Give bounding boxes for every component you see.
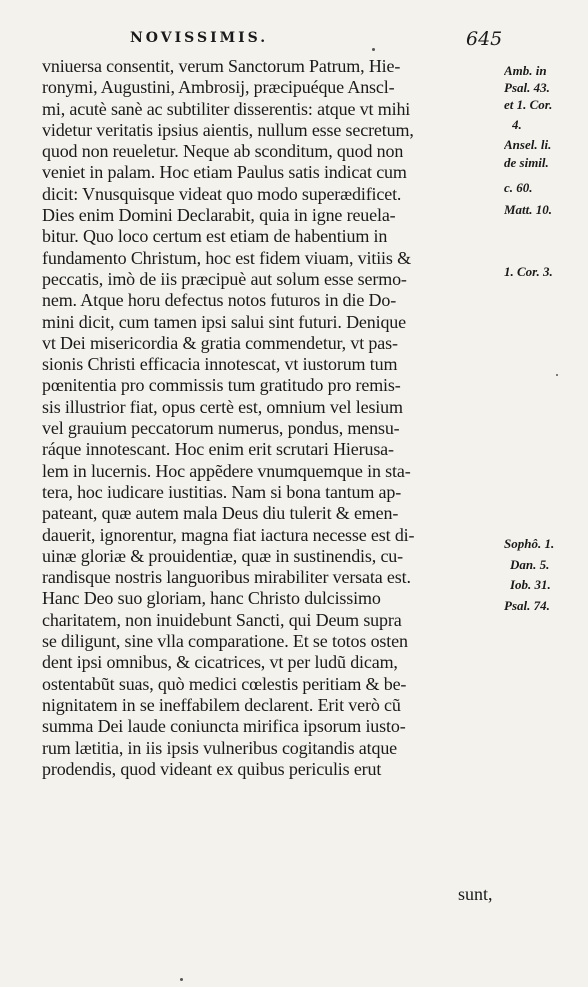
text-line: ráque innotescant. Hoc enim erit scrutari Hierusa- — [42, 439, 394, 460]
margin-note: Psal. 74. — [504, 599, 550, 613]
margin-note: et 1. Cor. — [504, 98, 553, 112]
text-line: charitatem, non inuidebunt Sancti, qui Deum supra — [42, 609, 402, 630]
text-line: sis illustrior fiat, opus certè est, omnium vel lesium — [42, 396, 403, 417]
margin-note: 1. Cor. 3. — [504, 265, 553, 279]
text-line: ronymi, Augustini, Ambrosij, præcipuéque Anscl- — [42, 77, 395, 98]
text-line: fundamento Christum, hoc est fidem viuam, vitiis & — [42, 247, 411, 268]
text-line: lem in lucernis. Hoc appẽdere vnumquemque in sta- — [42, 460, 411, 481]
text-line: vniuersa consentit, verum Sanctorum Patrum, Hie- — [42, 56, 401, 76]
text-line: vel grauium peccatorum numerus, pondus, mensu- — [42, 418, 400, 439]
margin-note: Matt. 10. — [504, 203, 553, 217]
text-line: nem. Atque horu defectus notos futuros in die Do- — [42, 290, 397, 311]
page-number: 645 — [466, 28, 503, 50]
text-line: mini dicit, cum tamen ipsi salui sint futuri. Denique — [42, 311, 406, 332]
text-line: mi, acutè sanè ac subtiliter disserentis: atque vt mihi — [42, 98, 411, 119]
running-head: NOVISSIMIS. — [130, 30, 269, 46]
body-text — [42, 56, 500, 780]
text-line: peccatis, imò de iis præcipuè aut solum esse sermo- — [42, 268, 407, 289]
text-line: prodendis, quod videant ex quibus periculis erut — [42, 758, 382, 779]
text-line: summa Dei laude coniuncta mirifica ipsorum iusto- — [42, 716, 406, 737]
text-line: Hanc Deo suo gloriam, hanc Christo dulcissimo — [42, 588, 381, 609]
text-line: Dies enim Domini Declarabit, quia in igne reuela- — [42, 205, 396, 226]
margin-note: de simil. — [504, 156, 549, 170]
text-line: nignitatem in se ineffabilem declarent. Erit verò cũ — [42, 694, 401, 715]
text-line: se diligunt, sine vlla comparatione. Et se totos osten — [42, 631, 408, 652]
text-line: dauerit, ignorentur, magna fiat iactura necesse est di- — [42, 524, 415, 545]
text-line: veniet in palam. Hoc etiam Paulus satis indicat cum — [42, 162, 407, 183]
margin-note: Psal. 43. — [504, 81, 550, 95]
margin-note: Iob. 31. — [510, 578, 551, 592]
text-line: pœnitentia pro commissis tum gratitudo pro remis- — [42, 375, 401, 396]
text-line: quod non reueletur. Neque ab sconditum, quod non — [42, 141, 404, 162]
margin-note: Sophô. 1. — [504, 537, 555, 551]
text-line: pateant, quæ autem mala Deus diu tulerit & emen- — [42, 503, 399, 524]
text-line: dicit: Vnusquisque videat quo modo superædificet. — [42, 183, 402, 204]
margin-note: c. 60. — [504, 181, 533, 195]
text-line: uinæ gloriæ & prouidentiæ, quæ in sustinendis, cu- — [42, 545, 403, 566]
ink-speck — [180, 978, 183, 981]
text-line: dent ipsi omnibus, & cicatrices, vt per ludũ dicam, — [42, 652, 398, 673]
text-line: randisque nostris languoribus mirabiliter versata est. — [42, 567, 411, 588]
text-line: videtur veritatis ipsius aientis, nullum esse secretum, — [42, 119, 414, 140]
margin-note: Ansel. li. — [504, 138, 552, 152]
text-line: ostentabũt suas, quò medici cœlestis peritiam & be- — [42, 673, 407, 694]
text-line: sionis Christi efficacia innotescat, vt iustorum tum — [42, 354, 398, 375]
text-line: rum lætitia, in iis ipsis vulneribus cogitandis atque — [42, 737, 398, 758]
margin-note: Dan. 5. — [510, 558, 550, 572]
text-line: tera, hoc iudicare iustitias. Nam si bona tantum ap- — [42, 481, 402, 502]
text-line: vt Dei misericordia & gratia commendetur, vt pas- — [42, 332, 398, 353]
margin-note: Amb. in — [504, 64, 547, 78]
ink-speck — [556, 374, 558, 376]
text-line: bitur. Quo loco certum est etiam de habentium in — [42, 226, 388, 247]
catchword: sunt, — [458, 884, 493, 904]
margin-note: 4. — [512, 118, 522, 132]
ink-speck — [372, 48, 375, 51]
